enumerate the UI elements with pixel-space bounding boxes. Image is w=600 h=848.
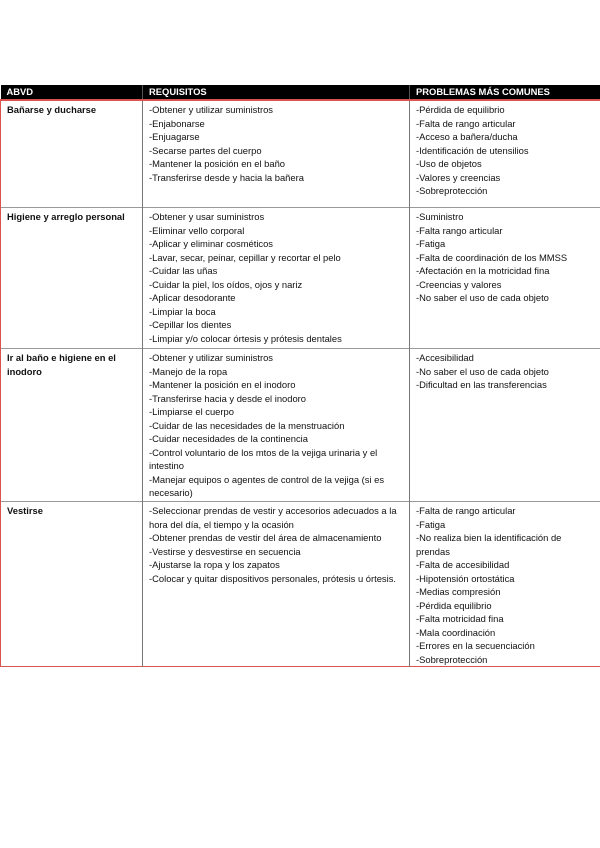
problemas-cell [410,100,600,208]
activity-cell: Bañarse y ducharse [1,100,143,208]
header-requisitos: REQUISITOS [143,85,410,100]
requisito-item: -Eliminar vello corporal [149,224,245,236]
table-row [1,208,600,349]
requisito-item: -Seleccionar prendas de vestir y accesorios adecuados a la hora del día, el tiempo y la ocasión [149,505,397,530]
requisito-item: -Obtener y usar suministros [149,211,265,222]
problemas-cell [410,208,600,349]
requisitos-list [149,210,405,345]
problema-item: -Mala coordinación [416,626,496,638]
requisito-item: -Obtener prendas de vestir del área de almacenamiento [149,532,382,543]
problema-item: -No saber el uso de cada objeto [416,365,549,377]
problemas-list [416,103,596,198]
problema-item: -Valores y creencias [416,171,501,183]
requisitos-list [149,504,405,585]
problemas-list [416,210,596,305]
requisito-item: -Obtener y utilizar suministros [149,352,273,363]
requisito-item: -Limpiar y/o colocar órtesis y prótesis dentales [149,332,342,344]
problemas-list [416,351,596,392]
requisitos-cell [143,100,410,208]
problema-item: -No realiza bien la identificación de prendas [416,532,562,557]
problema-item: -Acceso a bañera/ducha [416,131,518,142]
problema-item: -Accesibilidad [416,352,474,363]
problema-item: -Pérdida de equilibrio [416,104,505,115]
table-header [1,85,600,100]
header-abvd: ABVD [1,85,143,100]
requisito-item: -Aplicar y eliminar cosméticos [149,238,273,249]
problema-item: -Falta de rango articular [416,117,516,129]
activity-cell: Ir al baño e higiene en el inodoro [1,349,143,502]
requisito-item: -Mantener la posición en el inodoro [149,379,296,390]
requisitos-list [149,351,405,500]
table-row [1,502,600,667]
requisito-item: -Enjuagarse [149,131,200,142]
problemas-cell [410,502,600,667]
requisito-item: -Vestirse y desvestirse en secuencia [149,545,301,557]
problema-item: -Falta de rango articular [416,505,516,516]
problema-item: -Fatiga [416,518,446,530]
problema-item: -Dificultad en las transferencias [416,379,547,390]
requisito-item: -Manejar equipos o agentes de control de la vejiga (si es necesario) [149,473,385,498]
header-problemas: PROBLEMAS MÁS COMUNES [410,85,600,100]
requisito-item: -Cuidar de las necesidades de la menstruación [149,419,345,431]
problema-item: -No saber el uso de cada objeto [416,292,549,303]
problema-item: -Falta de accesibilidad [416,559,510,570]
requisito-item: -Lavar, secar, peinar, cepillar y recortar el pelo [149,251,341,263]
problema-item: -Fatiga [416,238,446,249]
requisito-item: -Aplicar desodorante [149,292,236,303]
problema-item: -Falta de coordinación de los MMSS [416,251,568,263]
problema-item: -Suministro [416,211,464,222]
problema-item: -Sobreprotección [416,185,488,196]
problema-item: -Medias compresión [416,586,501,597]
requisitos-cell [143,502,410,667]
requisito-item: -Control voluntario de los mtos de la vejiga urinaria y el intestino [149,446,378,471]
requisito-item: -Obtener y utilizar suministros [149,104,273,115]
requisito-item: -Ajustarse la ropa y los zapatos [149,559,280,570]
problemas-cell [410,349,600,502]
problema-item: -Creencias y valores [416,278,502,290]
requisito-item: -Cuidar la piel, los oídos, ojos y nariz [149,278,303,290]
table-body [1,100,600,667]
requisito-item: -Transferirse desde y hacia la bañera [149,171,304,183]
problema-item: -Uso de objetos [416,158,482,169]
requisitos-cell [143,349,410,502]
requisito-item: -Colocar y quitar dispositivos personales, prótesis u órtesis. [149,572,396,584]
requisito-item: -Cuidar las uñas [149,265,218,276]
requisito-item: -Secarse partes del cuerpo [149,144,262,156]
requisito-item: -Mantener la posición en el baño [149,158,286,169]
problema-item: -Falta motricidad fina [416,613,504,624]
problema-item: -Sobreprotección [416,653,488,665]
requisito-item: -Limpiarse el cuerpo [149,406,234,417]
problema-item: -Errores en la secuenciación [416,640,535,651]
activity-cell: Vestirse [1,502,143,667]
requisito-item: -Manejo de la ropa [149,365,228,377]
activity-cell: Higiene y arreglo personal [1,208,143,349]
requisito-item: -Limpiar la boca [149,305,216,317]
requisitos-cell [143,208,410,349]
table-row [1,349,600,502]
abvd-table [0,85,600,667]
requisito-item: -Cuidar necesidades de la continencia [149,433,308,444]
requisito-item: -Transferirse hacia y desde el inodoro [149,392,307,404]
problema-item: -Pérdida equilibrio [416,599,492,611]
requisito-item: -Cepillar los dientes [149,319,232,330]
requisito-item: -Enjabonarse [149,117,205,129]
requisitos-list [149,103,405,184]
problema-item: -Afectación en la motricidad fina [416,265,550,276]
problema-item: -Hipotensión ortostática [416,572,515,584]
problema-item: -Identificación de utensilios [416,144,529,156]
problema-item: -Falta rango articular [416,224,503,236]
problemas-list [416,504,596,666]
table-row [1,100,600,208]
